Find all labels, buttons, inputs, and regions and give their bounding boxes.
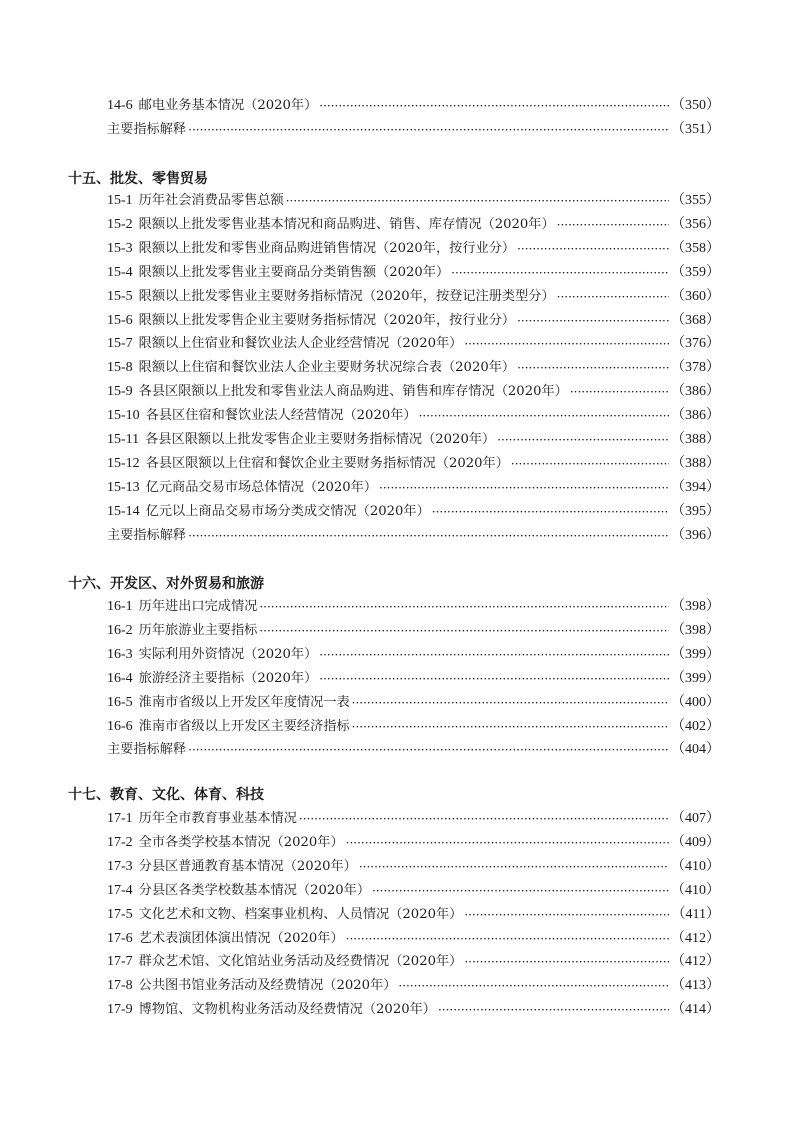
toc-entry[interactable] [107, 621, 720, 641]
dot-leader [188, 740, 669, 760]
entry-number: 15-8 [107, 360, 133, 376]
dot-leader [319, 645, 669, 665]
entry-page: （399） [671, 646, 720, 662]
entry-title: 主要指标解释 [107, 742, 187, 758]
entry-title: 历年进出口完成情况 [138, 599, 258, 614]
entry-page: （378） [671, 360, 720, 376]
entry-title: 公共图书馆业务活动及经费情况（2020年） [138, 978, 397, 994]
toc-entry[interactable] [107, 311, 720, 331]
dot-leader [299, 809, 669, 829]
dot-leader [319, 96, 669, 116]
toc-entry[interactable] [107, 502, 720, 522]
entry-number: 16-5 [107, 694, 133, 710]
entry-title: 分县区各类学校数基本情况（2020年） [138, 882, 371, 898]
toc-entry[interactable] [107, 334, 720, 354]
toc-entry[interactable] [107, 809, 720, 829]
entry-page: （386） [671, 384, 720, 400]
entry-page: （410） [671, 882, 720, 898]
toc-entry[interactable] [107, 905, 720, 925]
section-heading: 十七、教育、文化、体育、科技 [68, 787, 264, 803]
entry-title: 淮南市省级以上开发区主要经济指标 [138, 718, 350, 734]
entry-number: 17-2 [107, 834, 133, 850]
dot-leader [517, 239, 669, 259]
dot-leader [188, 526, 669, 546]
entry-number: 15-10 [107, 408, 140, 424]
entry-number: 14-6 [107, 98, 133, 113]
entry-title: 全市各类学校基本情况（2020年） [138, 834, 344, 850]
entry-page: （404） [671, 742, 720, 758]
dot-leader [259, 597, 669, 617]
entry-number: 17-6 [107, 930, 133, 946]
entry-title: 艺术表演团体演出情况（2020年） [138, 930, 344, 946]
entry-title: 限额以上批发和零售业商品购进销售情况（2020年，按行业分） [138, 240, 516, 256]
entry-title: 主要指标解释 [107, 122, 187, 137]
toc-entry[interactable] [107, 96, 720, 116]
entry-number: 17-9 [107, 1002, 133, 1018]
entry-title: 各县区限额以上住宿和餐饮企业主要财务指标情况（2020年） [145, 455, 509, 471]
entry-title: 历年全市教育事业基本情况 [138, 811, 297, 826]
dot-leader [517, 358, 669, 378]
toc-entry[interactable] [107, 976, 720, 996]
toc-entry[interactable] [107, 597, 720, 617]
dot-leader [286, 191, 669, 211]
dot-leader [379, 478, 669, 498]
entry-page: （414） [671, 1002, 720, 1018]
entry-number: 16-4 [107, 670, 133, 686]
dot-leader [497, 430, 669, 450]
entry-page: （351） [671, 122, 720, 137]
entry-page: （359） [671, 264, 720, 280]
entry-number: 16-1 [107, 599, 133, 614]
entry-page: （350） [671, 98, 720, 113]
toc-entry[interactable] [107, 693, 720, 713]
entry-number: 17-1 [107, 811, 133, 826]
dot-leader [359, 857, 669, 877]
entry-page: （355） [671, 193, 720, 208]
toc-entry[interactable] [107, 717, 720, 737]
dot-leader [259, 621, 669, 641]
entry-number: 15-9 [107, 384, 133, 400]
entry-title: 旅游经济主要指标（2020年） [138, 670, 318, 686]
dot-leader [188, 120, 669, 140]
entry-page: （395） [671, 503, 720, 519]
dot-leader [319, 669, 669, 689]
dot-leader [511, 454, 669, 474]
toc-entry[interactable] [107, 239, 720, 259]
dot-leader [464, 334, 669, 354]
entry-title: 淮南市省级以上开发区年度情况一表 [138, 694, 350, 710]
entry-page: （396） [671, 527, 720, 543]
entry-page: （398） [671, 622, 720, 638]
entry-title: 亿元以上商品交易市场分类成交情况（2020年） [145, 503, 430, 519]
entry-page: （412） [671, 930, 720, 946]
entry-page: （358） [671, 240, 720, 256]
entry-number: 17-3 [107, 858, 133, 874]
toc-entry[interactable] [107, 833, 720, 853]
entry-title: 历年社会消费品零售总额 [138, 193, 284, 208]
toc-entry[interactable] [107, 454, 720, 474]
entry-number: 15-7 [107, 336, 133, 352]
entry-page: （386） [671, 408, 720, 424]
entry-title: 群众艺术馆、文化馆站业务活动及经费情况（2020年） [138, 954, 463, 970]
dot-leader [352, 693, 669, 713]
toc-entry[interactable] [107, 669, 720, 689]
entry-number: 15-2 [107, 216, 133, 232]
dot-leader [346, 833, 669, 853]
dot-leader [432, 502, 669, 522]
dot-leader [372, 881, 669, 901]
entry-number: 15-1 [107, 193, 133, 208]
entry-title: 历年旅游业主要指标 [138, 622, 258, 638]
entry-title: 博物馆、文物机构业务活动及经费情况（2020年） [138, 1002, 436, 1018]
entry-title: 亿元商品交易市场总体情况（2020年） [145, 479, 378, 495]
entry-page: （388） [671, 455, 720, 471]
dot-leader [464, 905, 669, 925]
entry-number: 17-5 [107, 906, 133, 922]
entry-page: （400） [671, 694, 720, 710]
entry-title: 文化艺术和文物、档案事业机构、人员情况（2020年） [138, 906, 463, 922]
entry-number: 16-3 [107, 646, 133, 662]
dot-leader [464, 952, 669, 972]
dot-leader [398, 976, 669, 996]
toc-entry[interactable] [107, 120, 720, 140]
entry-title: 各县区限额以上批发和零售业法人商品购进、销售和库存情况（2020年） [138, 384, 568, 400]
entry-number: 15-3 [107, 240, 133, 256]
toc-entry[interactable] [107, 1000, 720, 1020]
dot-leader [570, 382, 669, 402]
entry-page: （412） [671, 954, 720, 970]
toc-entry[interactable] [107, 406, 720, 426]
entry-page: （410） [671, 858, 720, 874]
entry-number: 15-12 [107, 455, 140, 471]
entry-number: 15-4 [107, 264, 133, 280]
entry-page: （360） [671, 288, 720, 304]
dot-leader [352, 717, 669, 737]
dot-leader [438, 1000, 669, 1020]
entry-number: 15-11 [107, 432, 140, 447]
toc-entry[interactable] [107, 881, 720, 901]
entry-title: 限额以上批发零售业主要财务指标情况（2020年，按登记注册类型分） [138, 288, 555, 304]
toc-entry[interactable] [107, 430, 720, 450]
dot-leader [419, 406, 669, 426]
entry-page: （399） [671, 670, 720, 686]
entry-page: （398） [671, 599, 720, 614]
toc-entry[interactable] [107, 740, 720, 760]
dot-leader [517, 311, 669, 331]
entry-number: 17-7 [107, 954, 133, 970]
entry-title: 主要指标解释 [107, 527, 187, 543]
entry-title: 限额以上住宿业和餐饮业法人企业经营情况（2020年） [138, 336, 463, 352]
toc-entry[interactable] [107, 478, 720, 498]
toc-entry[interactable] [107, 215, 720, 235]
entry-number: 17-4 [107, 882, 133, 898]
entry-number: 15-13 [107, 479, 140, 495]
entry-page: （356） [671, 216, 720, 232]
toc-entry[interactable] [107, 263, 720, 283]
entry-title: 实际利用外资情况（2020年） [138, 646, 318, 662]
toc-entry[interactable] [107, 526, 720, 546]
entry-title: 邮电业务基本情况（2020年） [138, 98, 318, 113]
entry-page: （409） [671, 834, 720, 850]
section-heading: 十五、批发、零售贸易 [68, 171, 208, 187]
entry-page: （407） [671, 811, 720, 826]
toc-entry[interactable] [107, 191, 720, 211]
entry-number: 15-14 [107, 503, 140, 519]
entry-page: （368） [671, 312, 720, 328]
toc-entry[interactable] [107, 952, 720, 972]
dot-leader [557, 287, 669, 307]
entry-title: 限额以上批发零售业主要商品分类销售额（2020年） [138, 264, 450, 280]
toc-entry[interactable] [107, 645, 720, 665]
entry-title: 分县区普通教育基本情况（2020年） [138, 858, 357, 874]
entry-title: 限额以上批发零售业基本情况和商品购进、销售、库存情况（2020年） [138, 216, 555, 232]
dot-leader [451, 263, 669, 283]
toc-entry[interactable] [107, 287, 720, 307]
entry-number: 17-8 [107, 978, 133, 994]
entry-number: 15-5 [107, 288, 133, 304]
entry-page: （411） [671, 906, 720, 922]
dot-leader [346, 929, 669, 949]
entry-number: 15-6 [107, 312, 133, 328]
toc-entry[interactable] [107, 929, 720, 949]
section-heading: 十六、开发区、对外贸易和旅游 [68, 576, 264, 592]
toc-entry[interactable] [107, 857, 720, 877]
toc-entry[interactable] [107, 358, 720, 378]
dot-leader [557, 215, 669, 235]
entry-title: 各县区限额以上批发零售企业主要财务指标情况（2020年） [145, 432, 496, 447]
entry-title: 限额以上住宿和餐饮业法人企业主要财务状况综合表（2020年） [138, 360, 516, 376]
entry-page: （402） [671, 718, 720, 734]
entry-number: 16-6 [107, 718, 133, 734]
toc-entry[interactable] [107, 382, 720, 402]
entry-number: 16-2 [107, 622, 133, 638]
entry-page: （413） [671, 978, 720, 994]
entry-page: （394） [671, 479, 720, 495]
entry-page: （388） [671, 432, 720, 447]
entry-title: 各县区住宿和餐饮业法人经营情况（2020年） [145, 408, 417, 424]
entry-page: （376） [671, 336, 720, 352]
entry-title: 限额以上批发零售企业主要财务指标情况（2020年，按行业分） [138, 312, 516, 328]
